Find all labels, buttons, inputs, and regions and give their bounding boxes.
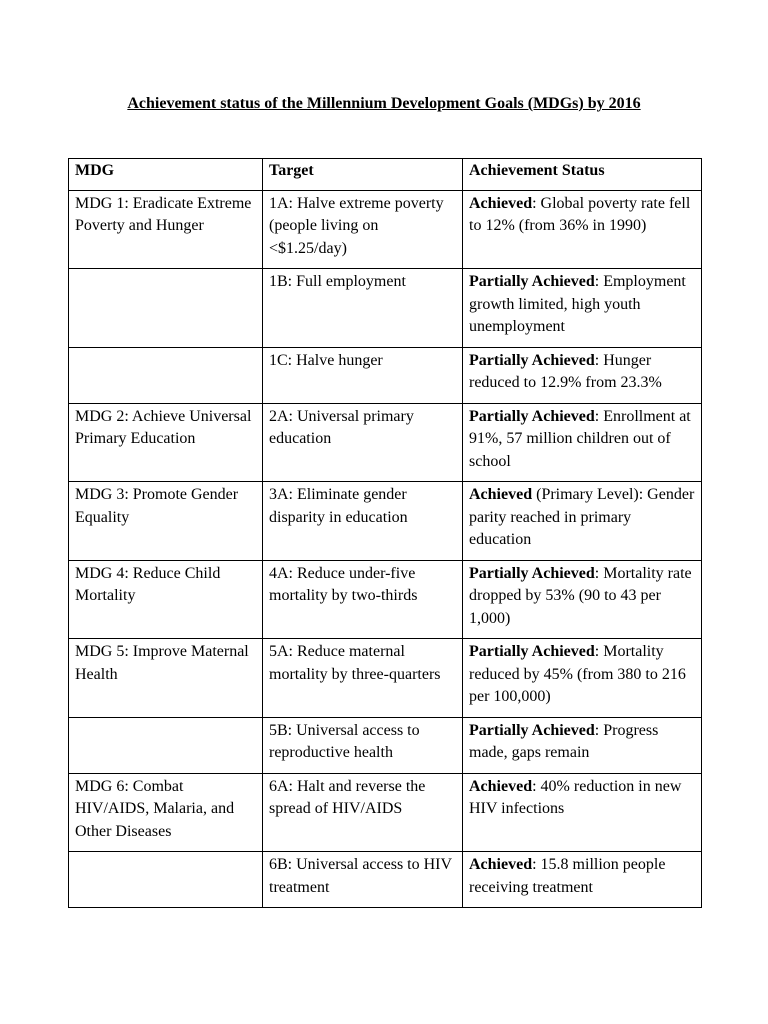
status-cell — [463, 403, 702, 482]
status-text: : Enrollment at 91%, 57 million children out of school — [469, 407, 691, 470]
table-row — [69, 639, 702, 718]
target-cell: 1C: Halve hunger — [263, 347, 463, 403]
status-label: Achieved — [469, 856, 533, 873]
status-text: : Employment growth limited, high youth unemployment — [469, 273, 686, 335]
status-cell — [463, 347, 702, 403]
status-text: : Progress made, gaps remain — [469, 721, 659, 761]
status-cell — [463, 852, 702, 908]
table-row — [69, 482, 702, 561]
table-row — [69, 347, 702, 403]
target-cell: 1B: Full employment — [263, 269, 463, 348]
goal-cell — [69, 852, 263, 908]
target-cell: 5B: Universal access to reproductive health — [263, 717, 463, 773]
column-header-mdg: MDG — [69, 159, 263, 191]
table-header-row — [69, 159, 702, 191]
table-row — [69, 773, 702, 852]
goal-cell: MDG 1: Eradicate Extreme Poverty and Hunger — [69, 190, 263, 269]
table-row — [69, 717, 702, 773]
column-header-target: Target — [263, 159, 463, 191]
status-text: : 40% reduction in new HIV infections — [469, 777, 682, 817]
goal-cell: MDG 3: Promote Gender Equality — [69, 482, 263, 561]
status-label: Achieved — [469, 194, 533, 212]
target-cell: 2A: Universal primary education — [263, 403, 463, 482]
table-row — [69, 852, 702, 908]
status-cell — [463, 190, 702, 269]
status-text: : Mortality reduced by 45% (from 380 to 216 per 100,000) — [469, 643, 686, 705]
status-text: (Primary Level): Gender parity reached in primary education — [469, 486, 695, 548]
status-cell — [463, 639, 702, 718]
mdg-table — [68, 158, 702, 908]
target-cell: 5A: Reduce maternal mortality by three-quarters — [263, 639, 463, 718]
status-text: : Mortality rate dropped by 53% (90 to 43 per 1,000) — [469, 564, 692, 627]
table-row — [69, 560, 702, 639]
document-title: Achievement status of the Millennium Development Goals (MDGs) by 2016 — [127, 95, 641, 112]
goal-cell — [69, 269, 263, 348]
goal-cell: MDG 4: Reduce Child Mortality — [69, 560, 263, 639]
status-text: : 15.8 million people receiving treatment — [469, 856, 666, 896]
status-label: Partially Achieved — [469, 564, 595, 582]
goal-cell — [69, 717, 263, 773]
status-label: Partially Achieved — [469, 643, 595, 660]
status-cell — [463, 482, 702, 561]
status-cell — [463, 560, 702, 639]
status-label: Partially Achieved — [469, 721, 595, 739]
table-row — [69, 190, 702, 269]
status-label: Achieved — [469, 486, 533, 503]
status-label: Partially Achieved — [469, 273, 595, 290]
goal-cell: MDG 5: Improve Maternal Health — [69, 639, 263, 718]
status-text: : Global poverty rate fell to 12% (from 36% in 1990) — [469, 194, 691, 234]
target-cell: 3A: Eliminate gender disparity in education — [263, 482, 463, 561]
status-cell — [463, 269, 702, 348]
status-cell — [463, 773, 702, 852]
status-label: Achieved — [469, 777, 533, 795]
status-label: Partially Achieved — [469, 351, 595, 369]
status-text: : Hunger reduced to 12.9% from 23.3% — [469, 351, 662, 391]
column-header-status: Achievement Status — [463, 159, 702, 191]
target-cell: 4A: Reduce under-five mortality by two-thirds — [263, 560, 463, 639]
table-row — [69, 403, 702, 482]
target-cell: 6B: Universal access to HIV treatment — [263, 852, 463, 908]
goal-cell: MDG 6: Combat HIV/AIDS, Malaria, and Other Diseases — [69, 773, 263, 852]
target-cell: 1A: Halve extreme poverty (people living on <$1.25/day) — [263, 190, 463, 269]
table-row — [69, 269, 702, 348]
status-label: Partially Achieved — [469, 407, 595, 425]
target-cell: 6A: Halt and reverse the spread of HIV/AIDS — [263, 773, 463, 852]
status-cell — [463, 717, 702, 773]
goal-cell — [69, 347, 263, 403]
goal-cell: MDG 2: Achieve Universal Primary Education — [69, 403, 263, 482]
